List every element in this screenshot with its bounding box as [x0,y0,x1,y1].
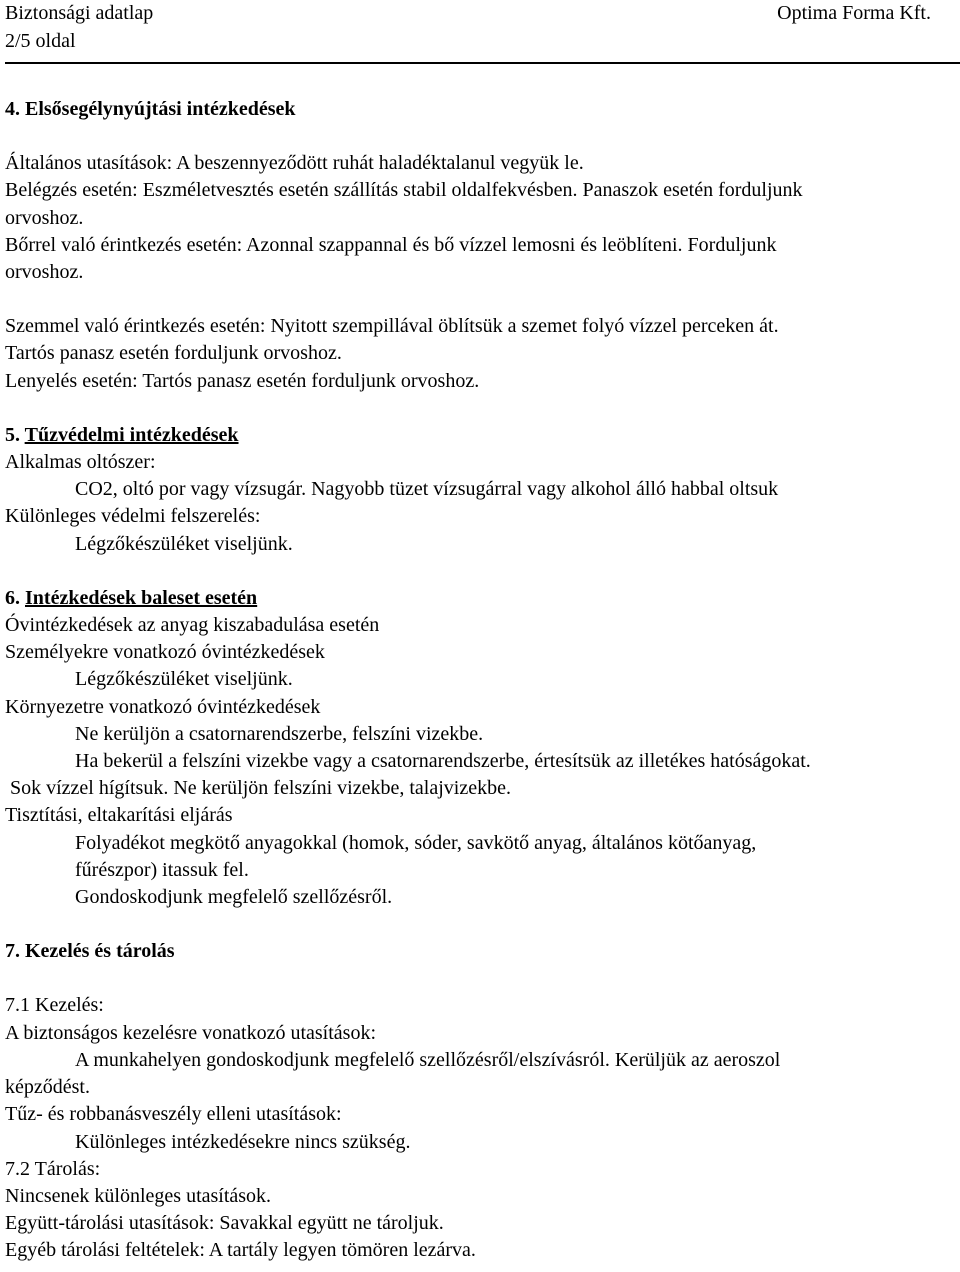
cleanup-step-1-cont: fűrészpor) itassuk fel. [75,858,249,881]
first-aid-inhalation: Belégzés esetén: Eszméletvesztés esetén szállítás stabil oldalfekvésben. Panaszok esetén forduljunk [5,179,803,202]
cleanup-label: Tisztítási, eltakarítási eljárás [5,804,233,827]
section-4-title: 4. Elsősegélynyújtási intézkedések [5,98,296,120]
storage-requirement-2: Együtt-tárolási utasítások: Savakkal együtt ne tároljuk. [5,1212,444,1235]
section-6-number: 6. [5,586,20,609]
header-divider [5,62,960,64]
handling-title: 7.1 Kezelés: [5,994,104,1017]
environmental-precaution-3: Sok vízzel hígítsuk. Ne kerüljön felszíni vizekbe, talajvizekbe. [10,777,511,800]
protective-equipment-value: Légzőkészüléket viseljünk. [75,532,293,555]
storage-title: 7.2 Tárolás: [5,1157,101,1180]
safe-handling-value: A munkahelyen gondoskodjunk megfelelő szellőzésről/elszívásról. Kerüljük az aeroszol [75,1048,781,1071]
first-aid-general: Általános utasítások: A beszennyeződött ruhát haladéktalanul vegyük le. [5,152,584,175]
section-6-title [5,585,955,612]
first-aid-skin-cont: orvoshoz. [5,261,84,284]
safe-handling-label: A biztonságos kezelésre vonatkozó utasítások: [5,1021,377,1044]
section-7-title: 7. Kezelés és tárolás [5,940,175,963]
storage-requirement-3: Egyéb tárolási feltételek: A tartály legyen tömören lezárva. [5,1239,476,1262]
first-aid-eye: Szemmel való érintkezés esetén: Nyitott szempillával öblítsük a szemet folyó vízzel perceken át. [5,315,779,338]
fire-explosion-value: Különleges intézkedésekre nincs szükség. [75,1130,411,1153]
personal-precautions-value: Légzőkészüléket viseljünk. [75,668,293,691]
personal-precautions-label: Személyekre vonatkozó óvintézkedések [5,641,325,664]
cleanup-step-2: Gondoskodjunk megfelelő szellőzésről. [75,886,393,909]
environmental-precautions-label: Környezetre vonatkozó óvintézkedések [5,695,321,718]
safe-handling-value-cont: képződést. [5,1076,90,1099]
release-precautions: Óvintézkedések az anyag kiszabadulása esetén [5,614,380,637]
environmental-precaution-1: Ne kerüljön a csatornarendszerbe, felszíni vizekbe. [75,722,484,745]
fire-explosion-label: Tűz- és robbanásveszély elleni utasítások: [5,1103,342,1126]
section-5-number: 5. [5,423,20,446]
first-aid-ingestion: Lenyelés esetén: Tartós panasz esetén forduljunk orvoshoz. [5,369,480,392]
company-name: Optima Forma Kft. [777,2,931,24]
extinguishing-media-label: Alkalmas oltószer: [5,451,156,474]
section-5-title [5,422,955,449]
section-6-title-text: Intézkedések baleset esetén [25,586,258,609]
storage-requirement-1: Nincsenek különleges utasítások. [5,1184,272,1207]
cleanup-step-1: Folyadékot megkötő anyagokkal (homok, sóder, savkötő anyag, általános kötőanyag, [75,831,757,854]
extinguishing-media-value: CO2, oltó por vagy vízsugár. Nagyobb tüzet vízsugárral vagy alkohol álló habbal oltsuk [75,478,779,501]
document-body [5,96,955,1265]
document-title: Biztonsági adatlap [5,2,154,24]
first-aid-eye-cont: Tartós panasz esetén forduljunk orvoshoz. [5,342,342,365]
environmental-precaution-2: Ha bekerül a felszíni vizekbe vagy a csatornarendszerbe, értesítsük az illetékes hatóságokat. [75,750,811,773]
page-number: 2/5 oldal [5,30,76,52]
protective-equipment-label: Különleges védelmi felszerelés: [5,505,261,528]
first-aid-skin: Bőrrel való érintkezés esetén: Azonnal szappannal és bő vízzel lemosni és leöblíteni. Forduljunk [5,233,777,256]
section-5-title-text: Tűzvédelmi intézkedések [24,423,239,446]
page-header [5,0,955,62]
first-aid-inhalation-cont: orvoshoz. [5,206,84,229]
